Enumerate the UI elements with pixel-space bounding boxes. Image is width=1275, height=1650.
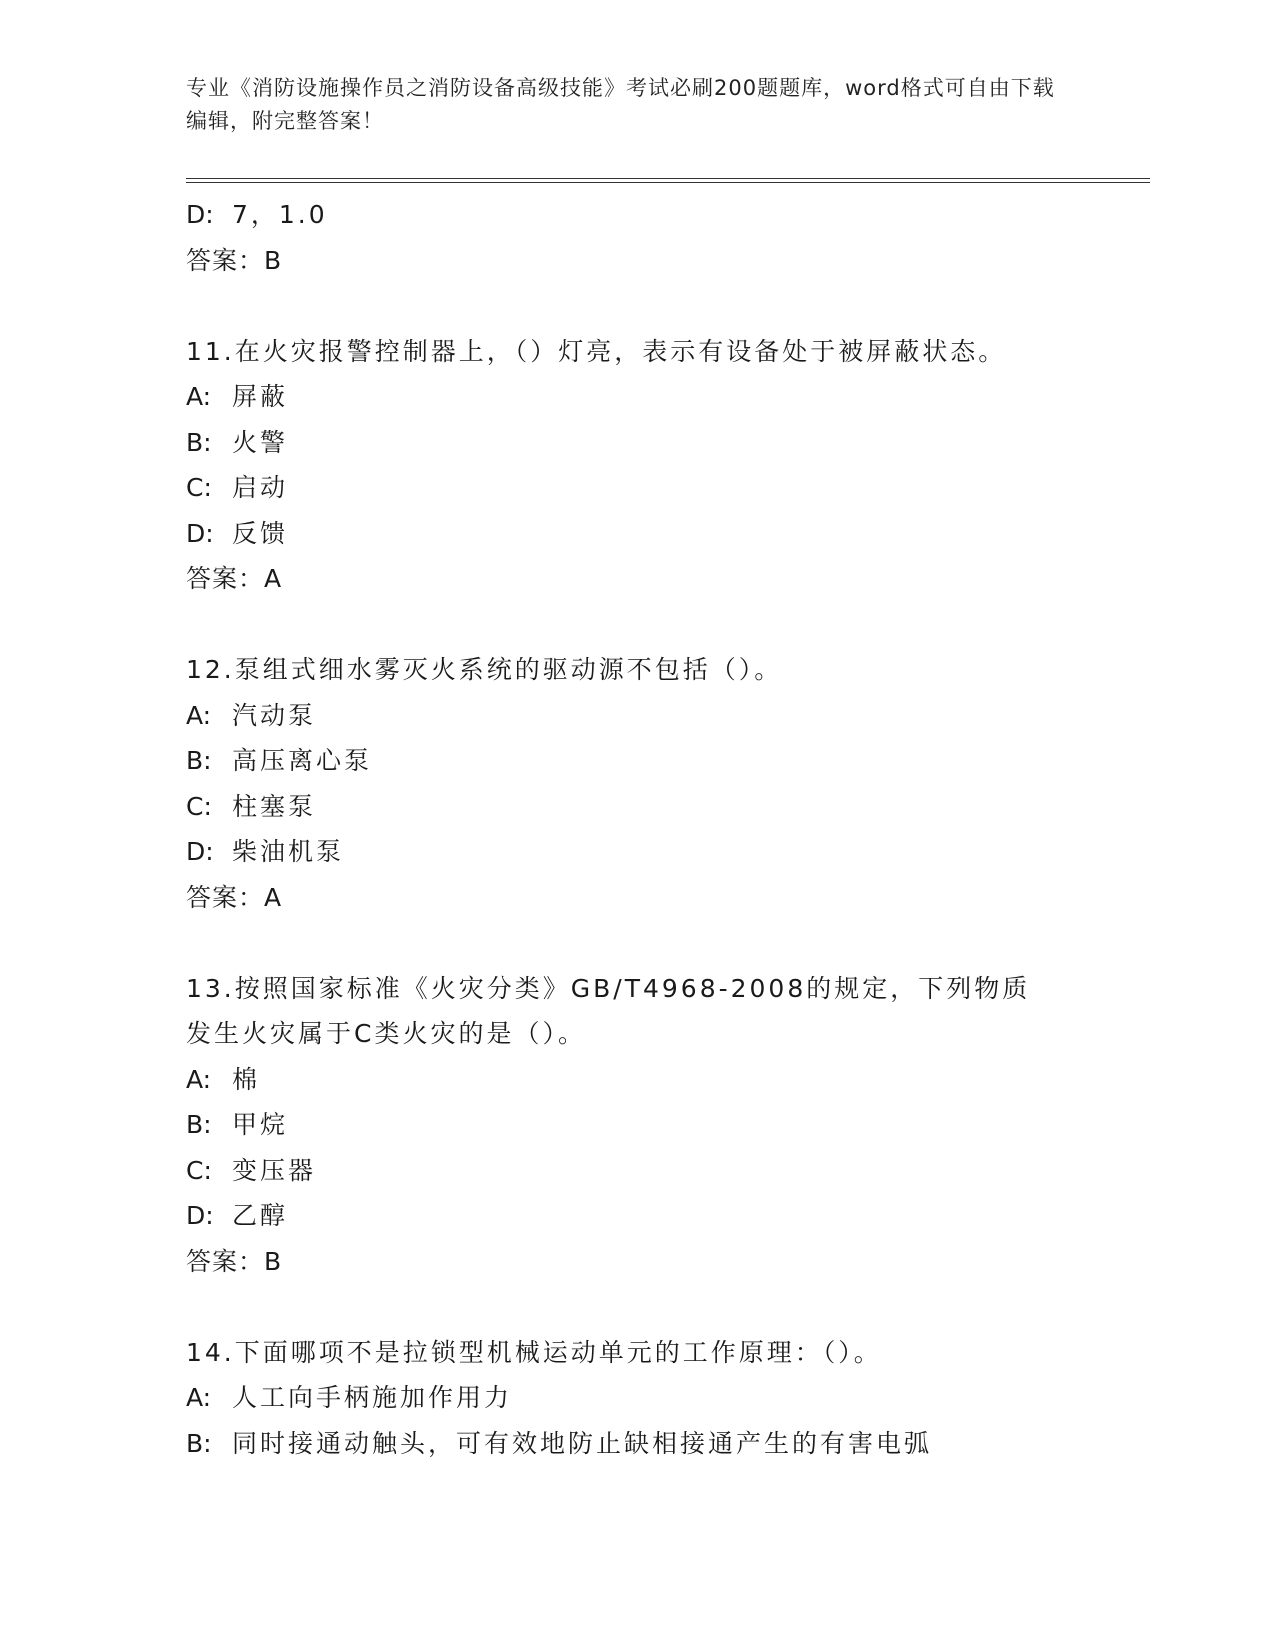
answer-line: 答案：A — [186, 882, 283, 912]
option-label: C: — [186, 791, 212, 821]
option-text: 棉 — [232, 1064, 261, 1094]
option-label: A: — [186, 382, 212, 411]
header-divider — [186, 178, 1150, 183]
option-label: D: — [186, 518, 214, 548]
question-stem: 14.下面哪项不是拉锁型机械运动单元的工作原理：（）。 — [186, 1337, 882, 1367]
answer-line: 答案：B — [186, 1246, 283, 1276]
option-c — [186, 465, 1086, 511]
option-c — [186, 1148, 1086, 1194]
option-d — [186, 1193, 1086, 1239]
question-list — [186, 192, 1086, 1466]
option-label: A: — [186, 700, 212, 730]
answer-line: 答案：A — [186, 564, 283, 593]
option-c — [186, 784, 1086, 830]
question-stem: 11.在火灾报警控制器上，（）灯亮，表示有设备处于被屏蔽状态。 — [186, 336, 1007, 366]
option-text: 柱塞泵 — [232, 791, 317, 821]
option-text: 变压器 — [232, 1155, 317, 1185]
option-text: 汽动泵 — [232, 700, 317, 730]
option-text: 启动 — [232, 473, 289, 502]
option-a — [186, 1057, 1086, 1103]
option-b — [186, 1421, 1086, 1467]
question-item — [186, 647, 1086, 920]
page-header: 专业《消防设施操作员之消防设备高级技能》考试必刷200题题库，word格式可自由下载编辑，附完整答案！ — [186, 76, 1055, 133]
option-label: B: — [186, 427, 212, 457]
option-label: C: — [186, 1155, 212, 1185]
option-label: D: — [186, 837, 214, 866]
option-text: 火警 — [232, 427, 289, 457]
answer-line: 答案：B — [186, 245, 283, 275]
option-b — [186, 1102, 1086, 1148]
option-b — [186, 738, 1086, 784]
option-text: 7，1.0 — [232, 200, 328, 229]
option-d — [186, 829, 1086, 875]
question-item — [186, 966, 1086, 1285]
option-text: 高压离心泵 — [232, 746, 373, 775]
option-text: 乙醇 — [232, 1201, 289, 1230]
question-item — [186, 1330, 1086, 1467]
option-text: 反馈 — [232, 518, 289, 548]
option-label: B: — [186, 746, 212, 775]
option-text: 人工向手柄施加作用力 — [232, 1383, 513, 1412]
option-text: 同时接通动触头，可有效地防止缺相接通产生的有害电弧 — [232, 1428, 933, 1458]
option-d — [186, 511, 1086, 557]
option-label: C: — [186, 473, 212, 502]
question-item — [186, 329, 1086, 602]
option-text: 屏蔽 — [232, 382, 289, 411]
question-stem: 12.泵组式细水雾灭火系统的驱动源不包括（）。 — [186, 655, 783, 684]
option-d — [186, 192, 1086, 238]
option-label: A: — [186, 1383, 212, 1412]
option-label: D: — [186, 1201, 214, 1230]
option-text: 柴油机泵 — [232, 837, 345, 866]
option-b — [186, 420, 1086, 466]
option-label: B: — [186, 1428, 212, 1458]
option-text: 甲烷 — [232, 1110, 289, 1139]
option-label: D: — [186, 200, 214, 229]
option-a — [186, 374, 1086, 420]
option-label: A: — [186, 1064, 212, 1094]
option-label: B: — [186, 1110, 212, 1139]
option-a — [186, 1375, 1086, 1421]
question-stem: 13.按照国家标准《火灾分类》GB/T4968-2008的规定，下列物质发生火灾属于C类火灾的是（）。 — [186, 973, 1031, 1048]
option-a — [186, 693, 1086, 739]
